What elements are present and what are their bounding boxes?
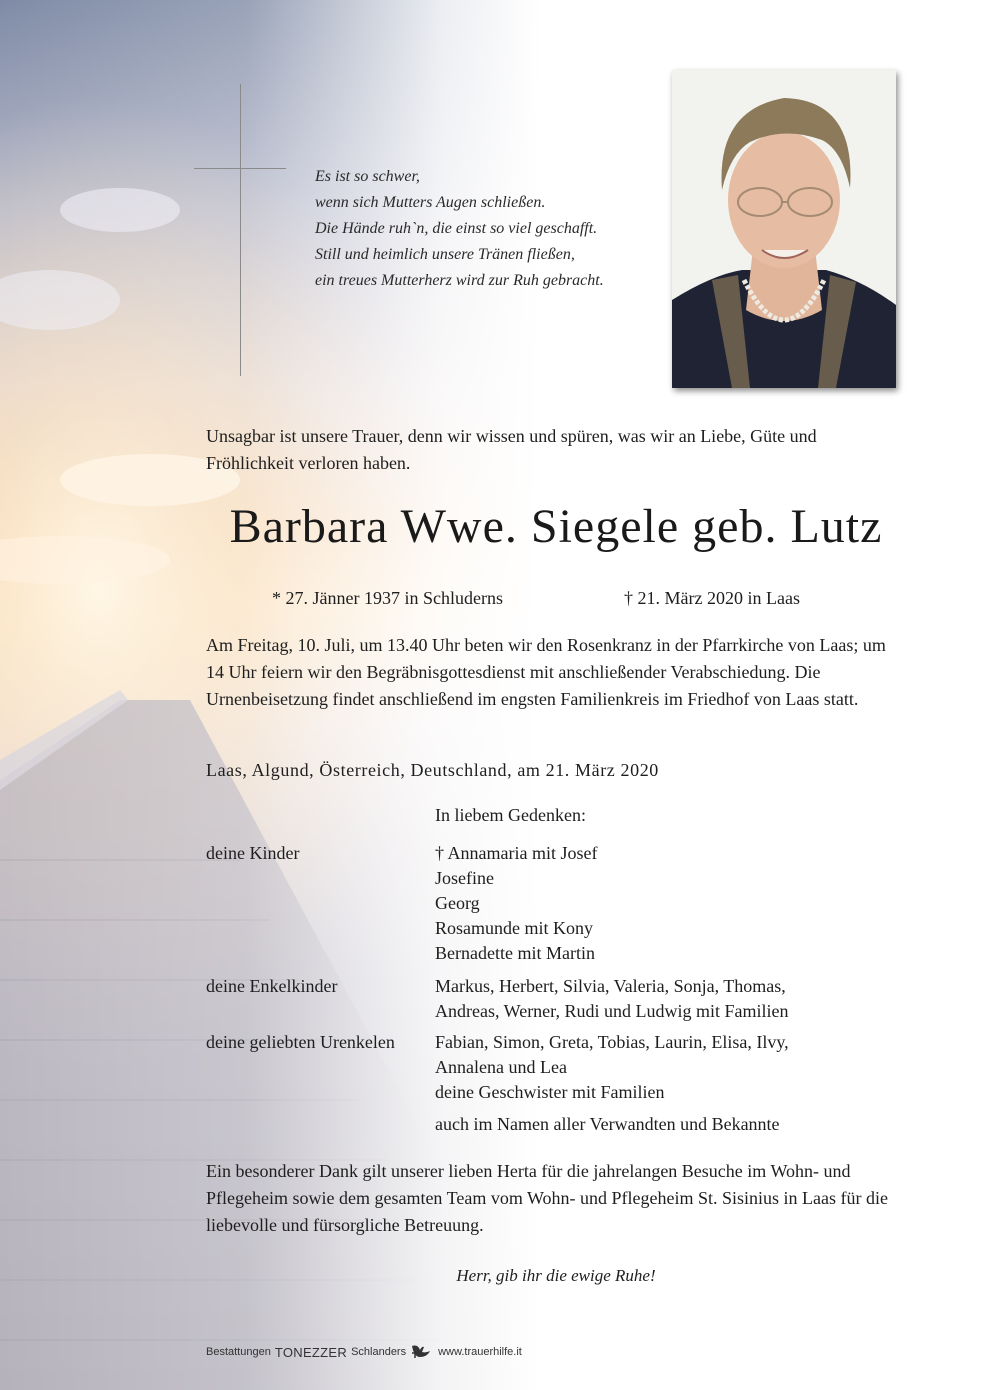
places-date: Laas, Algund, Österreich, Deutschland, am 21. März 2020 (206, 760, 659, 780)
relatives-names (435, 841, 855, 966)
relative-name: † Annamaria mit Josef (435, 843, 598, 863)
relative-name: Fabian, Simon, Greta, Tobias, Laurin, Elisa, Ilvy, (435, 1032, 789, 1052)
footer-url: www.trauerhilfe.it (438, 1346, 522, 1358)
thanks-text: Ein besonderer Dank gilt unserer lieben Herta für die jahrelangen Besuche im Wohn- und Pflegeheim sowie dem gesamten Team vom Wohn- und Pflegeheim St. Sisinius in Laas für die liebevolle und fürsorgliche Betreuung. (206, 1161, 889, 1235)
relatives-names (435, 1030, 855, 1105)
footer-brand: TONEZZER (274, 1344, 348, 1360)
footer (206, 1342, 522, 1362)
relative-name: Rosamunde mit Kony (435, 918, 593, 938)
relative-name: Andreas, Werner, Rudi und Ludwig mit Familien (435, 1001, 789, 1021)
relative-name: Annalena und Lea (435, 1057, 567, 1077)
closing-prayer: Herr, gib ihr die ewige Ruhe! (456, 1266, 656, 1285)
intro-text: Unsagbar ist unsere Trauer, denn wir wissen und spüren, was wir an Liebe, Güte und Fröhlichkeit verloren haben. (206, 426, 817, 473)
poem-line: ein treues Mutterherz wird zur Ruh gebracht. (315, 272, 604, 289)
footer-town: Schlanders (351, 1346, 407, 1358)
relatives-names (435, 974, 855, 1024)
relative-name: Josefine (435, 868, 494, 888)
service-text: Am Freitag, 10. Juli, um 13.40 Uhr beten wir den Rosenkranz in der Pfarrkirche von Laas; um 14 Uhr feiern wir den Begräbnisgottesdienst mit anschließender Verabschiedung. Die Urnenbeisetzung findet anschließend im engsten Familienkreis im Friedhof von Laas statt. (206, 635, 886, 709)
relative-name: Markus, Herbert, Silvia, Valeria, Sonja, Thomas, (435, 976, 786, 996)
poem-line: Es ist so schwer, (315, 168, 420, 185)
relative-name: deine Geschwister mit Familien (435, 1082, 665, 1102)
relatives-label: deine Enkelkinder (206, 976, 338, 996)
birth-date: * 27. Jänner 1937 in Schluderns (272, 588, 503, 608)
relative-name: Georg (435, 893, 480, 913)
relative-name: Bernadette mit Martin (435, 943, 595, 963)
poem-line: Still und heimlich unsere Tränen fließen, (315, 246, 575, 263)
poem-line: wenn sich Mutters Augen schließen. (315, 194, 546, 211)
poem-line: Die Hände ruh`n, die einst so viel geschafft. (315, 220, 598, 237)
poem (315, 164, 655, 294)
relatives-label: deine Kinder (206, 843, 300, 863)
footer-prefix: Bestattungen (206, 1346, 271, 1358)
deceased-name: Barbara Wwe. Siegele geb. Lutz (229, 500, 883, 553)
relatives-label: deine geliebten Urenkelen (206, 1032, 395, 1052)
portrait-photo (672, 70, 896, 388)
others-line: auch im Namen aller Verwandten und Bekannte (435, 1114, 780, 1134)
memory-heading: In liebem Gedenken: (435, 805, 586, 825)
dove-logo-icon (410, 1344, 432, 1360)
death-date: † 21. März 2020 in Laas (624, 588, 800, 608)
